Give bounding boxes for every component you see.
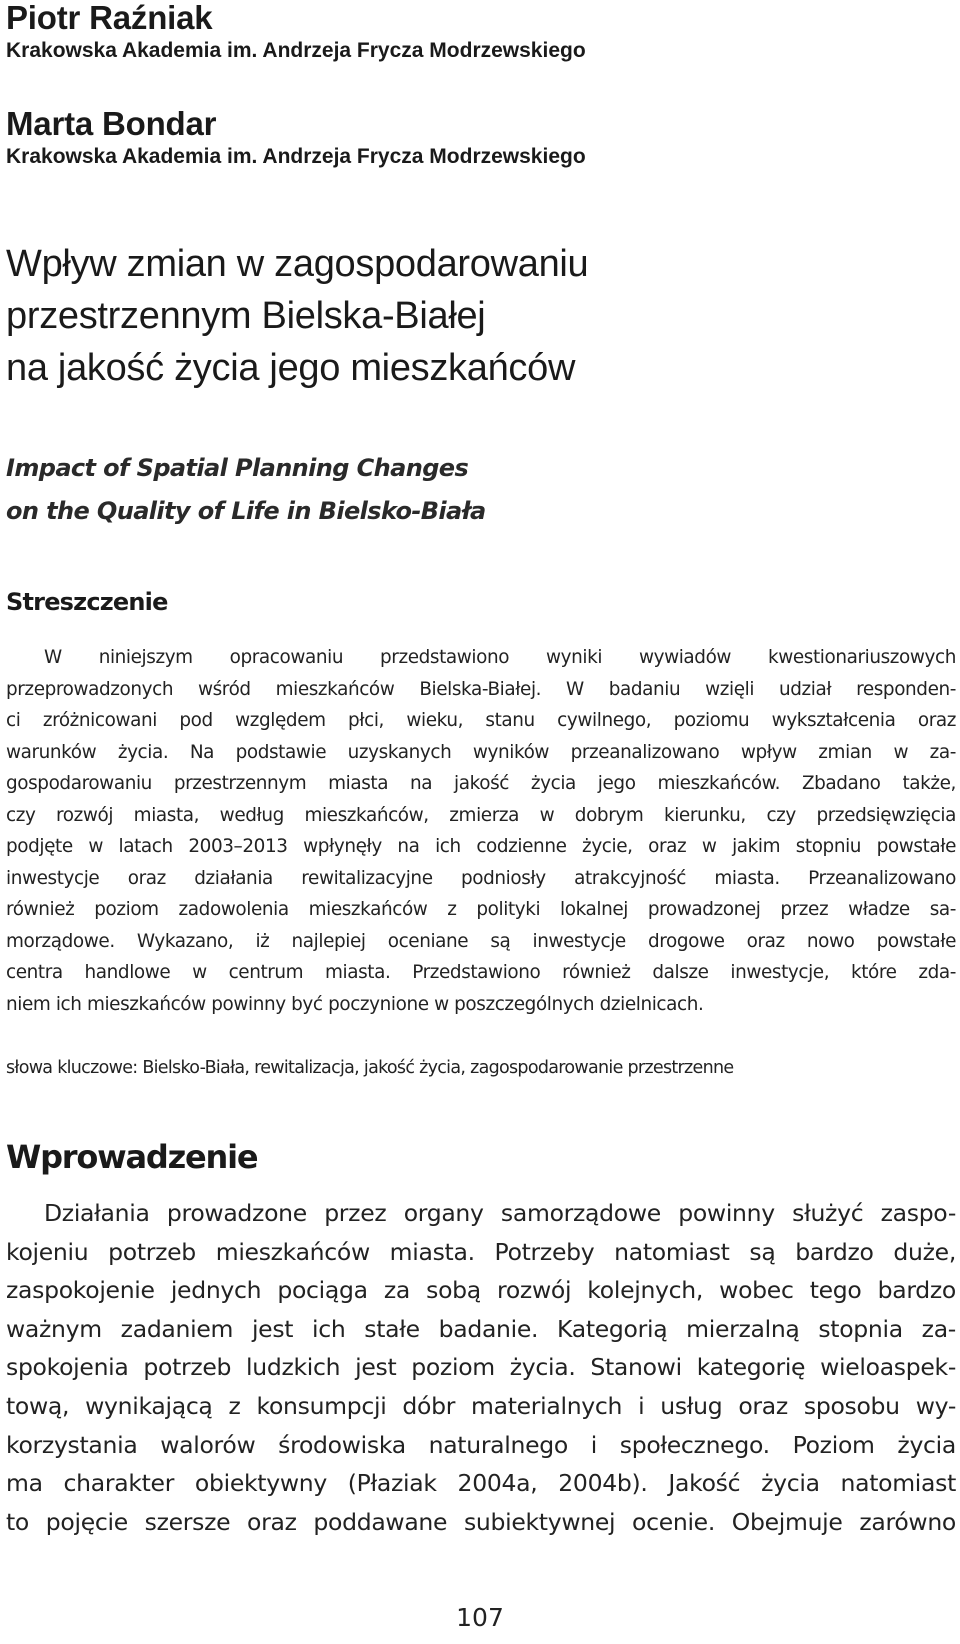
- abstract-line: inwestycje oraz działania rewitalizacyjne podniosły atrakcyjność miasta. Przeanalizowano: [6, 867, 956, 889]
- author-name: Marta Bondar: [6, 105, 217, 142]
- title-line: on the Quality of Life in Bielsko-Biała: [6, 497, 486, 525]
- title-line: Impact of Spatial Planning Changes: [6, 454, 469, 482]
- intro-line: Działania prowadzone przez organy samorządowe powinny służyć zaspo-: [44, 1199, 956, 1227]
- author-affiliation: Krakowska Akademia im. Andrzeja Frycza Modrzewskiego: [6, 39, 586, 62]
- title-polish: [6, 238, 946, 394]
- abstract-line: podjęte w latach 2003–2013 wpłynęły na ich codzienne życie, oraz w jakim stopniu powstałe: [6, 836, 956, 857]
- intro-line: to pojęcie szersze oraz poddawane subiektywnej ocenie. Obejmuje zarówno: [6, 1507, 956, 1536]
- page-number: 107: [456, 1603, 504, 1632]
- abstract-line: W niniejszym opracowaniu przedstawiono wyniki wywiadów kwestionariuszowych: [44, 647, 956, 668]
- title-line: przestrzennym Bielska-Białej: [6, 295, 486, 337]
- abstract-line: morządowe. Wykazano, iż najlepiej oceniane są inwestycje drogowe oraz nowo powstałe: [6, 930, 956, 952]
- abstract-line: również poziom zadowolenia mieszkańców z polityki lokalnej prowadzonej przez władze sa-: [6, 899, 956, 920]
- author-affiliation: Krakowska Akademia im. Andrzeja Frycza Modrzewskiego: [6, 145, 586, 168]
- abstract-line: gospodarowaniu przestrzennym miasta na jakość życia jego mieszkańców. Zbadano także,: [6, 773, 956, 794]
- intro-line: ma charakter obiektywny (Płaziak 2004a, 2004b). Jakość życia natomiast: [6, 1469, 956, 1498]
- introduction-body: [6, 1194, 956, 1541]
- keywords: słowa kluczowe: Bielsko-Biała, rewitalizacja, jakość życia, zagospodarowanie przestrzenne: [6, 1058, 734, 1078]
- abstract-line: czy rozwój miasta, według mieszkańców, zmierza w dobrym kierunku, czy przedsięwzięcia: [6, 804, 956, 826]
- intro-line: kojeniu potrzeb mieszkańców miasta. Potrzeby natomiast są bardzo duże,: [6, 1237, 956, 1266]
- abstract-heading: Streszczenie: [6, 588, 168, 616]
- intro-line: tową, wynikającą z konsumpcji dóbr materialnych i usług oraz sposobu wy-: [6, 1391, 956, 1420]
- intro-line: korzystania walorów środowiska naturalnego i społecznego. Poziom życia: [6, 1430, 956, 1459]
- title-line: na jakość życia jego mieszkańców: [6, 347, 576, 389]
- intro-line: zaspokojenie jednych pociąga za sobą rozwój kolejnych, wobec tego bardzo: [6, 1276, 956, 1305]
- abstract-line: centra handlowe w centrum miasta. Przedstawiono również dalsze inwestycje, które zda-: [6, 962, 956, 983]
- intro-line: spokojenia potrzeb ludzkich jest poziom życia. Stanowi kategorię wieloaspek-: [6, 1353, 956, 1382]
- title-english: [6, 447, 946, 533]
- abstract-line: ci zróżnicowani pod względem płci, wieku, stanu cywilnego, poziomu wykształcenia oraz: [6, 710, 956, 731]
- abstract-line: niem ich mieszkańców powinny być poczynione w poszczególnych dzielnicach.: [6, 993, 704, 1015]
- abstract-line: przeprowadzonych wśród mieszkańców Bielska-Białej. W badaniu wzięli udział responden-: [6, 678, 956, 700]
- author-name: Piotr Raźniak: [6, 0, 213, 36]
- introduction-heading: Wprowadzenie: [6, 1138, 258, 1176]
- author-1: [6, 0, 586, 64]
- abstract-body: [6, 642, 956, 1020]
- author-2: [6, 106, 586, 170]
- title-line: Wpływ zmian w zagospodarowaniu: [6, 243, 589, 285]
- abstract-line: warunków życia. Na podstawie uzyskanych wyników przeanalizowano wpływ zmian w za-: [6, 741, 956, 763]
- intro-line: ważnym zadaniem jest ich stałe badanie. Kategorią mierzalną stopnia za-: [6, 1314, 956, 1343]
